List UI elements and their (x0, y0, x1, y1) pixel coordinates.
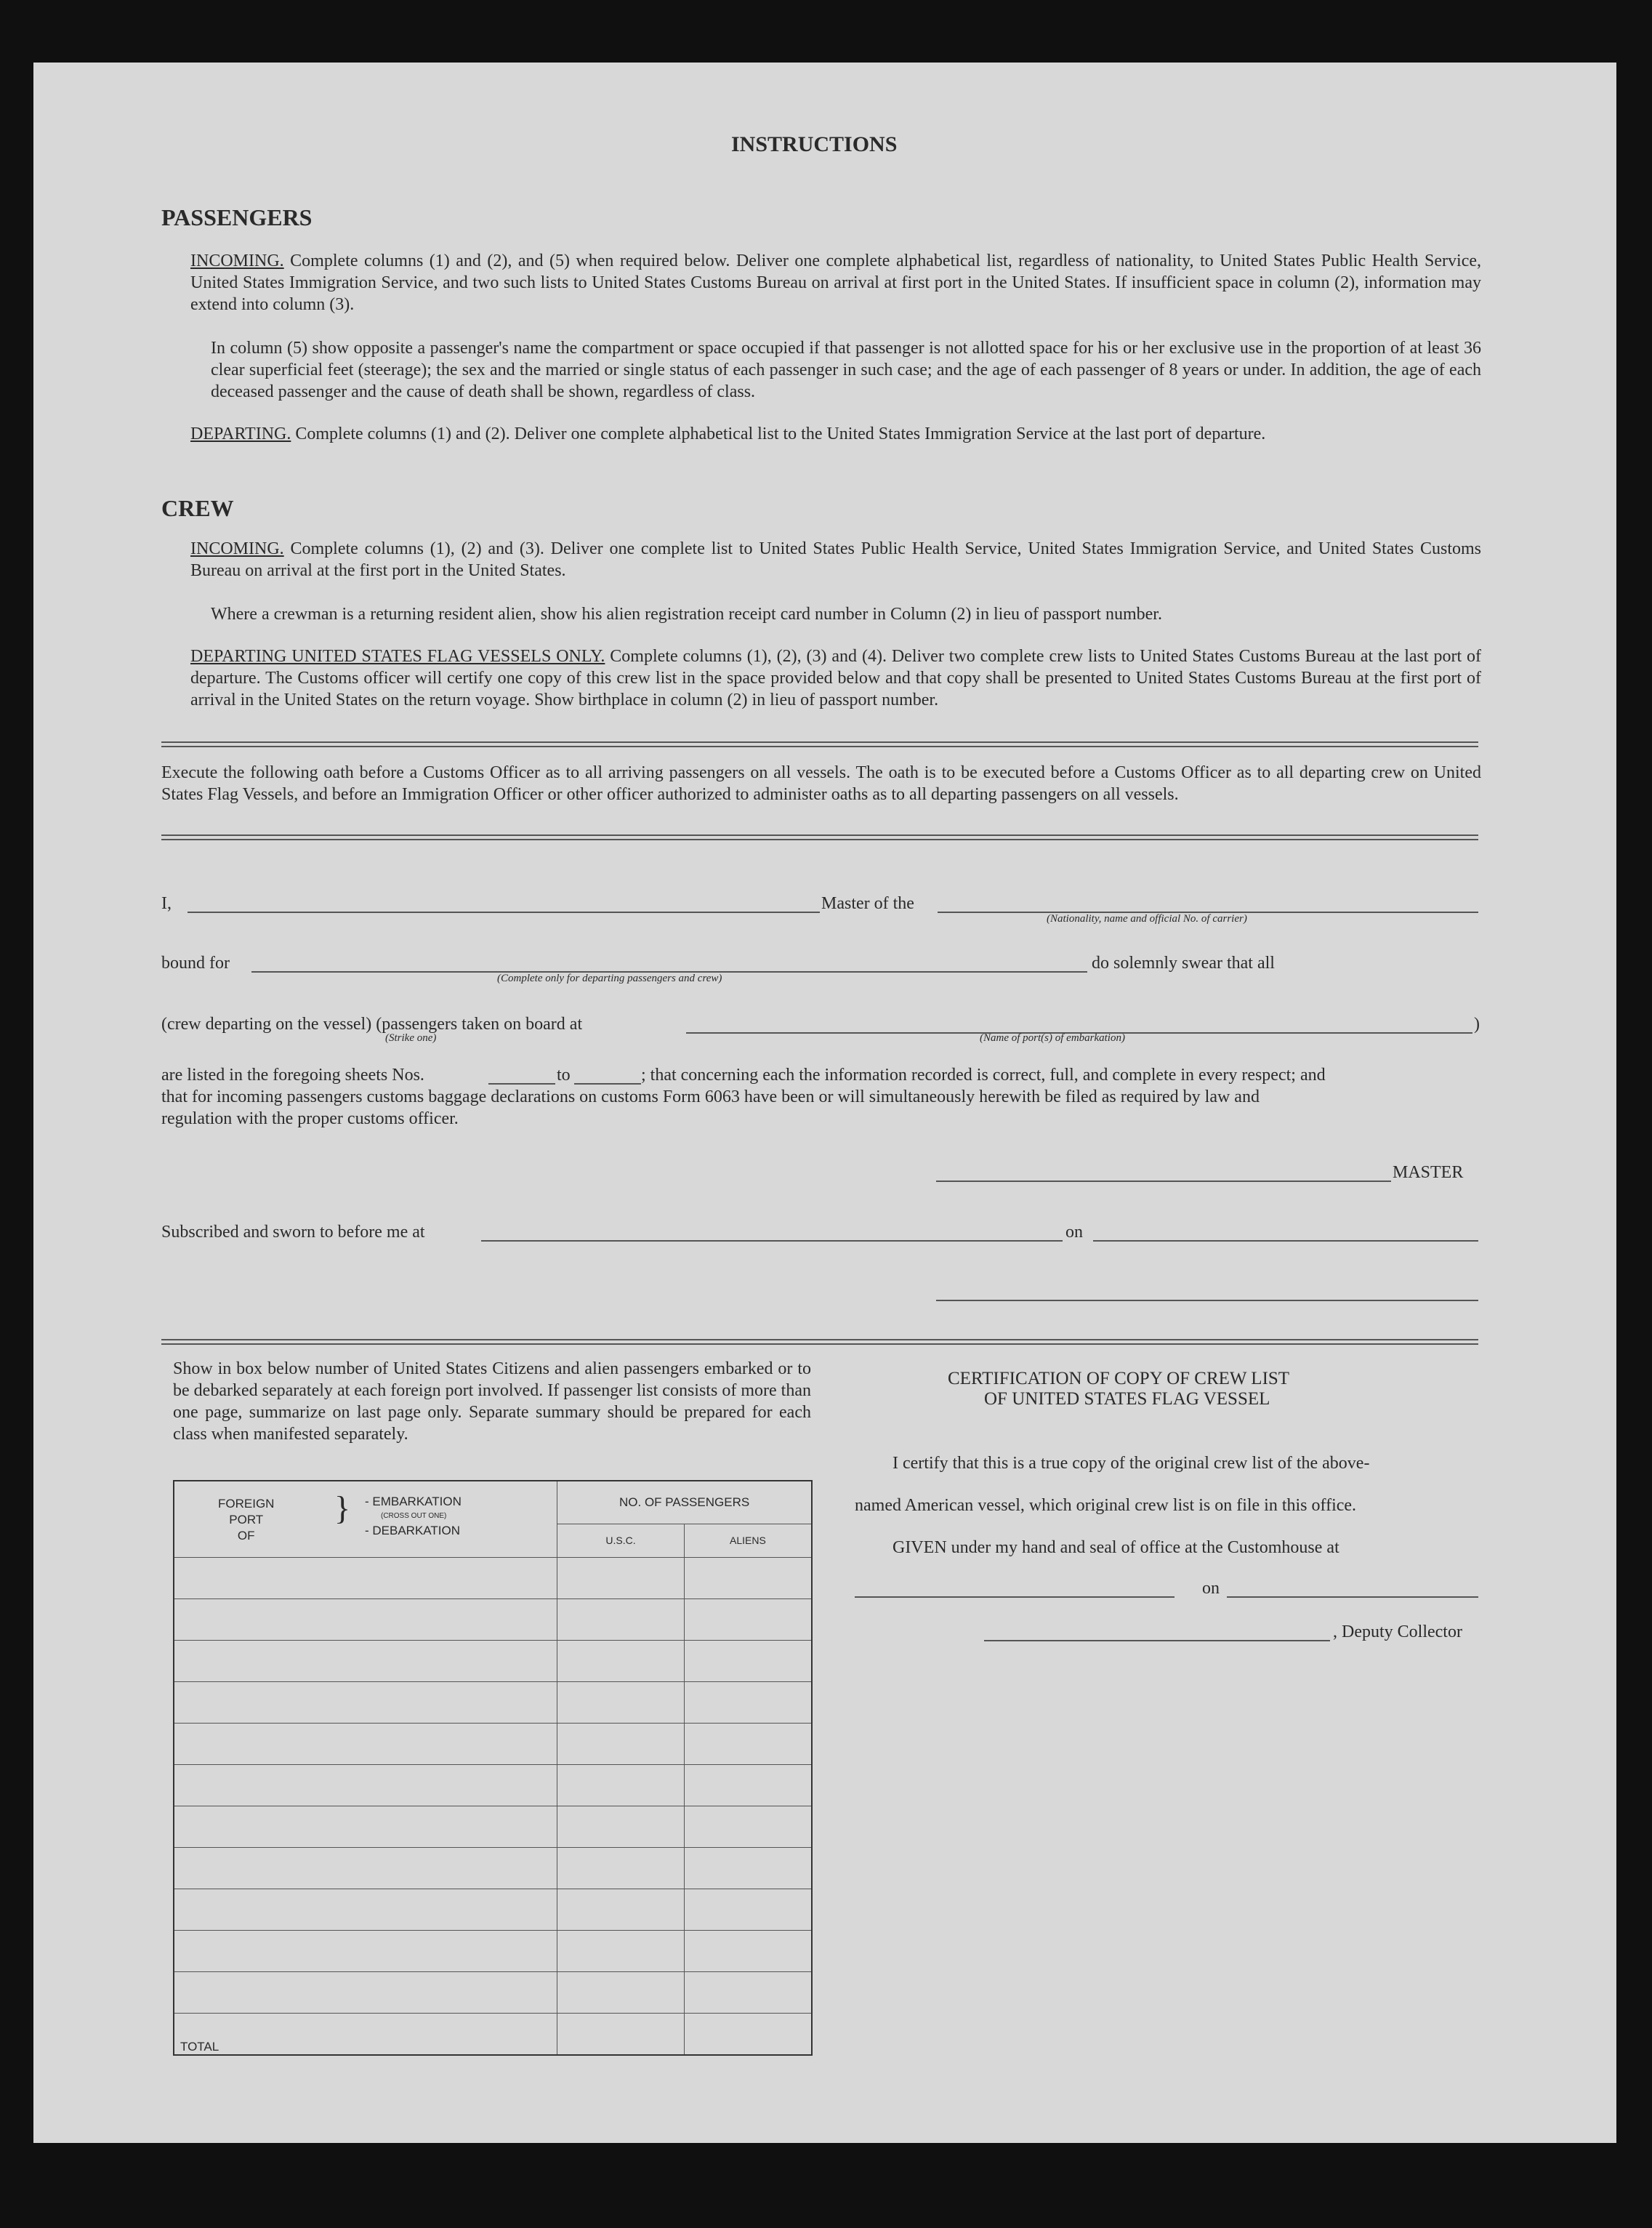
oath-listed-line3: regulation with the proper customs officer. (161, 1109, 459, 1128)
usc-cell[interactable] (557, 1641, 685, 1682)
usc-cell[interactable] (557, 1806, 685, 1848)
embarkation-label: - EMBARKATION (365, 1495, 462, 1508)
port-cell[interactable] (174, 1558, 557, 1599)
usc-cell[interactable] (557, 1599, 685, 1641)
aliens-cell[interactable] (684, 1765, 812, 1806)
certification-given: GIVEN under my hand and seal of office at the Customhouse at (893, 1538, 1339, 1557)
port-cell[interactable] (174, 1682, 557, 1724)
crew-departing-paragraph (190, 646, 1481, 711)
aliens-cell[interactable] (684, 1599, 812, 1641)
table-row (174, 1641, 812, 1682)
page-title: INSTRUCTIONS (731, 132, 898, 156)
oath-crew-departing: (crew departing on the vessel) (passengers taken on board at (161, 1015, 583, 1034)
customhouse-line[interactable] (855, 1596, 1174, 1598)
officer-signature-line[interactable] (936, 1300, 1478, 1301)
crew-incoming-label: INCOMING. (190, 539, 284, 558)
crew-incoming-paragraph (190, 538, 1481, 582)
port-cell[interactable] (174, 1765, 557, 1806)
certification-deputy-collector: , Deputy Collector (1333, 1622, 1462, 1641)
oath-listed-line2: that for incoming passengers customs baggage declarations on customs Form 6063 have been or will simultaneously herewith be filed as required by law and (161, 1087, 1260, 1106)
total-label: TOTAL (174, 2014, 557, 2056)
passengers-departing-label: DEPARTING. (190, 425, 291, 443)
oath-to: to (557, 1066, 571, 1085)
table-row (174, 1848, 812, 1889)
table-row (174, 1724, 812, 1765)
table-row (174, 1806, 812, 1848)
cross-out-one-note: (CROSS OUT ONE) (381, 1512, 447, 1520)
certification-date-line[interactable] (1227, 1596, 1478, 1598)
usc-cell[interactable] (557, 1682, 685, 1724)
port-cell[interactable] (174, 1889, 557, 1931)
crew-departing-label: DEPARTING UNITED STATES FLAG VESSELS ONLY. (190, 647, 605, 666)
crew-departing-text: Complete columns (1), (2), (3) and (4). Deliver two complete crew lists to United States Customs Bureau at the last port of departure. The Customs officer will certify one copy of this crew list in the space provided below and that copy shall be presented to United States Customs Bureau at the first port of arrival in the United States on the return voyage. Show birthplace in column (2) in lieu of passport number. (190, 647, 1482, 709)
port-cell[interactable] (174, 1806, 557, 1848)
port-cell[interactable] (174, 1724, 557, 1765)
debarkation-label: - DEBARKATION (365, 1524, 460, 1537)
strike-one-note: (Strike one) (385, 1032, 437, 1044)
divider (161, 741, 1478, 747)
of-label: OF (237, 1529, 255, 1543)
aliens-cell[interactable] (684, 1848, 812, 1889)
master-signature-line[interactable] (936, 1181, 1391, 1182)
divider (161, 835, 1478, 840)
usc-cell[interactable] (557, 1765, 685, 1806)
oath-listed-rest: ; that concerning each the information recorded is correct, full, and complete in every respect; and (641, 1066, 1326, 1085)
complete-only-note: (Complete only for departing passengers and crew) (497, 973, 722, 984)
port-label: PORT (229, 1513, 264, 1527)
deputy-collector-signature-line[interactable] (984, 1640, 1330, 1641)
port-cell[interactable] (174, 1972, 557, 2014)
oath-do-solemnly: do solemnly swear that all (1092, 954, 1275, 973)
aliens-cell[interactable] (684, 1972, 812, 2014)
crew-returning-text: Where a crewman is a returning resident alien, show his alien registration receipt card number in Column (2) in lieu of passport number. (211, 605, 1162, 624)
port-cell[interactable] (174, 1931, 557, 1972)
passengers-incoming-paragraph (190, 250, 1481, 315)
oath-bound-for: bound for (161, 954, 230, 973)
passengers-column5-text: In column (5) show opposite a passenger's name the compartment or space occupied if that passenger is not allotted space for his or her exclusive use in the proportion of at least 36 clear superficial feet (steerage); the sex and the married or single status of each passenger in such case; and the age of each passenger of 8 years or under. In addition, the age of each deceased passenger and the cause of death shall be shown, regardless of class. (211, 339, 1481, 401)
port-cell[interactable] (174, 1848, 557, 1889)
master-name-line[interactable] (188, 912, 820, 913)
aliens-cell[interactable] (684, 1931, 812, 1972)
sworn-date-line[interactable] (1093, 1240, 1478, 1242)
oath-on: on (1065, 1223, 1083, 1242)
table-header-row (174, 1481, 812, 1524)
table-row (174, 1931, 812, 1972)
usc-cell[interactable] (557, 1558, 685, 1599)
total-row (174, 2014, 812, 2056)
oath-master-of-the: Master of the (821, 894, 914, 913)
aliens-cell[interactable] (684, 1889, 812, 1931)
passengers-departing-paragraph (190, 423, 1481, 445)
table-row (174, 1599, 812, 1641)
certification-text-line2: named American vessel, which original crew list is on file in this office. (855, 1496, 1357, 1515)
total-usc-cell[interactable] (557, 2014, 685, 2056)
aliens-cell[interactable] (684, 1641, 812, 1682)
table-body (174, 1558, 812, 2056)
passenger-summary-table (173, 1480, 813, 2056)
passengers-incoming-text: Complete columns (1) and (2), and (5) when required below. Deliver one complete alphabetical list, regardless of nationality, to United States Public Health Service, United States Immigration Service, and two such lists to United States Customs Bureau on arrival at first port in the United States. If insufficient space in column (2), information may extend into column (3). (190, 252, 1482, 314)
oath-subscribed: Subscribed and sworn to before me at (161, 1223, 425, 1242)
certification-heading-line1: CERTIFICATION OF COPY OF CREW LIST (948, 1369, 1290, 1388)
foreign-port-of (218, 1496, 274, 1544)
usc-cell[interactable] (557, 1972, 685, 2014)
aliens-cell[interactable] (684, 1558, 812, 1599)
port-cell[interactable] (174, 1641, 557, 1682)
certification-heading-line2: OF UNITED STATES FLAG VESSEL (984, 1389, 1270, 1409)
passengers-incoming-label: INCOMING. (190, 252, 284, 270)
summary-intro: Show in box below number of United States Citizens and alien passengers embarked or to be debarked separately at each foreign port involved. If passenger list consists of more than one page, summarize on last page only. Separate summary should be prepared for each class when manifested separately. (173, 1359, 811, 1444)
aliens-cell[interactable] (684, 1806, 812, 1848)
table-row (174, 1972, 812, 2014)
sworn-place-line[interactable] (481, 1240, 1063, 1242)
sheet-from-line[interactable] (488, 1083, 555, 1085)
usc-cell[interactable] (557, 1848, 685, 1889)
usc-header: U.S.C. (557, 1524, 685, 1557)
certification-text-line1: I certify that this is a true copy of the original crew list of the above- (893, 1454, 1370, 1473)
table-row (174, 1682, 812, 1724)
oath-are-listed: are listed in the foregoing sheets Nos. (161, 1066, 424, 1085)
no-of-passengers-header: NO. OF PASSENGERS (557, 1481, 812, 1524)
port-header-cell (174, 1481, 557, 1558)
certification-on: on (1202, 1579, 1220, 1598)
port-cell[interactable] (174, 1599, 557, 1641)
oath-i-label: I, (161, 894, 172, 913)
oath-master: MASTER (1393, 1163, 1464, 1182)
crew-incoming-text: Complete columns (1), (2) and (3). Deliver one complete list to United States Public Health Service, United States Immigration Service, and United States Customs Bureau on arrival at the first port in the United States. (190, 539, 1481, 580)
aliens-cell[interactable] (684, 1724, 812, 1765)
bracket-left: } (334, 1489, 351, 1527)
foreign-label: FOREIGN (218, 1497, 275, 1511)
usc-cell[interactable] (557, 1931, 685, 1972)
crew-heading: CREW (161, 495, 234, 521)
table-row (174, 1765, 812, 1806)
passengers-heading: PASSENGERS (161, 204, 313, 230)
usc-cell[interactable] (557, 1889, 685, 1931)
table-row (174, 1558, 812, 1599)
oath-close-paren: ) (1474, 1015, 1480, 1034)
aliens-cell[interactable] (684, 1682, 812, 1724)
oath-intro: Execute the following oath before a Customs Officer as to all arriving passengers on all vessels. The oath is to be executed before a Customs Officer as to all departing crew on United States Flag Vessels, and before an Immigration Officer or other officer authorized to administer oaths as to all departing passengers on all vessels. (161, 763, 1481, 804)
usc-cell[interactable] (557, 1724, 685, 1765)
total-aliens-cell[interactable] (684, 2014, 812, 2056)
name-of-port-note: (Name of port(s) of embarkation) (980, 1032, 1125, 1044)
passengers-departing-text: Complete columns (1) and (2). Deliver one complete alphabetical list to the United States Immigration Service at the last port of departure. (295, 425, 1266, 443)
aliens-header: ALIENS (684, 1524, 812, 1557)
table-row (174, 1889, 812, 1931)
embarkation-debarkation (365, 1495, 462, 1538)
nationality-note: (Nationality, name and official No. of carrier) (1047, 913, 1247, 925)
sheet-to-line[interactable] (574, 1083, 641, 1085)
divider (161, 1339, 1478, 1345)
